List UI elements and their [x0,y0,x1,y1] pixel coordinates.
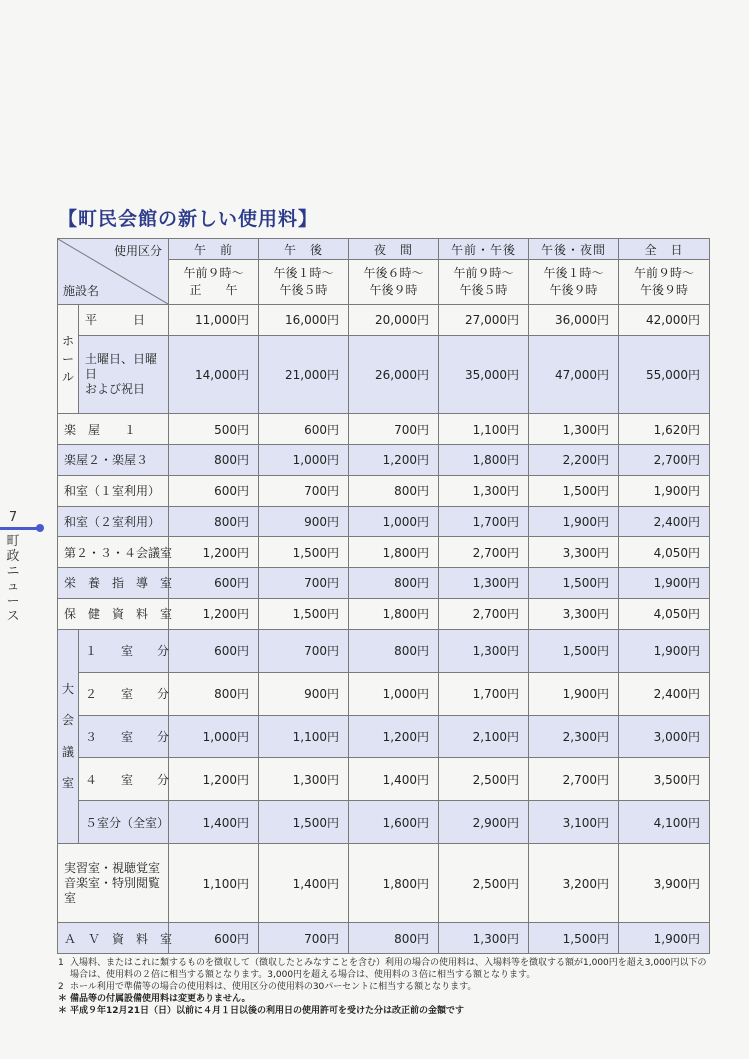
time-end: 午後９時 [639,283,688,297]
fee-cell: 16,000円 [259,305,349,336]
fee-cell: 1,900円 [619,629,710,672]
fee-cell: 2,100円 [439,715,529,758]
column-header: 夜 間 [349,239,439,260]
facility-name: １ 室 分 [79,629,169,672]
section-label: 町政ニュース [6,534,20,624]
fee-cell: 3,300円 [529,598,619,629]
time-start: 午前９時～ [183,266,244,281]
facility-name: 平 日 [79,305,169,336]
fee-cell: 1,300円 [529,414,619,445]
table-row [58,445,710,476]
fee-cell: 3,300円 [529,537,619,568]
table-row [58,475,710,506]
fee-cell: 2,500円 [439,758,529,801]
fee-cell: 600円 [259,414,349,445]
table-row [58,506,710,537]
fee-cell: 1,300円 [259,758,349,801]
fee-cell: 26,000円 [349,335,439,414]
fee-cell: 800円 [349,568,439,599]
column-header: 全 日 [619,239,710,260]
fee-cell: 3,000円 [619,715,710,758]
fee-cell: 1,300円 [439,568,529,599]
fee-cell: 1,700円 [439,672,529,715]
fee-cell: 3,100円 [529,801,619,844]
column-header: 午 前 [169,239,259,260]
group-conference: 大会議室 [58,629,79,844]
fee-cell: 2,700円 [439,598,529,629]
facility-name: 楽屋２・楽屋３ [58,445,169,476]
fee-cell: 1,900円 [529,506,619,537]
side-tab [0,510,26,624]
fee-cell: 700円 [259,568,349,599]
table-row [58,758,710,801]
facility-name: ５室分（全室） [79,801,169,844]
time-range [349,260,439,305]
footnote [58,993,714,1005]
fee-cell: 1,900円 [529,672,619,715]
footnote [58,1005,714,1017]
facility-name: 和室（１室利用） [58,475,169,506]
column-header: 午後・夜間 [529,239,619,260]
fee-cell: 47,000円 [529,335,619,414]
fee-cell: 1,500円 [259,598,349,629]
fee-cell: 800円 [169,672,259,715]
column-header: 午前・午後 [439,239,529,260]
fee-cell: 11,000円 [169,305,259,336]
facility-name: 実習室・視聴覚室 音楽室・特別閲覧室 [58,844,169,923]
time-end: 午後５時 [459,283,508,297]
fee-cell: 1,800円 [439,445,529,476]
table-row [58,672,710,715]
header-corner [58,239,169,305]
footnotes [58,957,714,1017]
fee-cell: 1,300円 [439,475,529,506]
fee-cell: 700円 [259,475,349,506]
time-range [169,260,259,305]
page-title: 【町民会館の新しい使用料】 [58,208,319,230]
table-row [58,537,710,568]
fee-cell: 800円 [169,445,259,476]
fee-cell: 3,200円 [529,844,619,923]
fee-cell: 600円 [169,629,259,672]
time-start: 午前９時～ [453,266,514,281]
table-row [58,844,710,923]
fee-cell: 700円 [349,414,439,445]
fee-cell: 1,200円 [349,445,439,476]
footnote [58,981,714,993]
time-start: 午前９時～ [633,266,694,281]
time-end: 午後５時 [279,283,328,297]
fee-cell: 1,200円 [349,715,439,758]
fee-cell: 1,100円 [439,414,529,445]
fee-cell: 1,800円 [349,598,439,629]
facility-name: 和室（２室利用） [58,506,169,537]
facility-name: 保 健 資 料 室 [58,598,169,629]
fee-cell: 1,000円 [349,506,439,537]
facility-name: 土曜日、日曜日 および祝日 [79,335,169,414]
fee-cell: 1,800円 [349,844,439,923]
table-row [58,801,710,844]
fee-cell: 1,000円 [169,715,259,758]
time-range [529,260,619,305]
time-range [439,260,529,305]
footnote-text: 備品等の付属設備使用料は変更ありません。 [70,994,251,1004]
fee-cell: 1,900円 [619,568,710,599]
fee-cell: 1,200円 [169,758,259,801]
fee-cell: 800円 [349,629,439,672]
fee-table [57,238,710,954]
fee-cell: 4,050円 [619,537,710,568]
footnote-mark: 2 [58,982,64,992]
category-label: 使用区分 [113,244,162,258]
facility-name: ２ 室 分 [79,672,169,715]
table-row [58,414,710,445]
footnote [58,957,714,981]
fee-cell: 55,000円 [619,335,710,414]
fee-cell: 1,900円 [619,475,710,506]
fee-cell: 600円 [169,568,259,599]
fee-cell: 1,500円 [259,537,349,568]
fee-cell: 1,600円 [349,801,439,844]
fee-cell: 900円 [259,672,349,715]
fee-cell: 2,700円 [529,758,619,801]
fee-cell: 1,900円 [619,923,710,954]
fee-cell: 700円 [259,923,349,954]
fee-cell: 36,000円 [529,305,619,336]
fee-cell: 800円 [169,506,259,537]
fee-cell: 1,200円 [169,537,259,568]
footnote-mark: 1 [58,958,64,968]
fee-cell: 1,500円 [529,568,619,599]
fee-cell: 1,500円 [259,801,349,844]
fee-cell: 1,700円 [439,506,529,537]
header-row-categories [58,239,710,260]
footnote-text: 平成９年12月21日（日）以前に４月１日以後の利用日の使用許可を受けた分は改正前の金額です [70,1006,465,1016]
fee-cell: 1,200円 [169,598,259,629]
fee-cell: 2,200円 [529,445,619,476]
time-range [619,260,710,305]
fee-cell: 800円 [349,475,439,506]
fee-cell: 1,000円 [349,672,439,715]
facility-label: 施設名 [63,284,100,298]
fee-cell: 4,050円 [619,598,710,629]
time-start: 午後１時～ [273,266,334,281]
fee-cell: 1,620円 [619,414,710,445]
fee-cell: 1,500円 [529,629,619,672]
fee-cell: 2,400円 [619,506,710,537]
time-start: 午後１時～ [543,266,604,281]
fee-cell: 14,000円 [169,335,259,414]
table-row [58,335,710,414]
facility-name: ３ 室 分 [79,715,169,758]
table-row [58,598,710,629]
table-row [58,568,710,599]
footnote-mark: ＊ [58,994,68,1004]
fee-cell: 600円 [169,475,259,506]
table-row [58,923,710,954]
group-hall: ホール [58,305,79,414]
fee-cell: 1,100円 [169,844,259,923]
facility-name: Ａ Ｖ 資 料 室 [58,923,169,954]
fee-cell: 800円 [349,923,439,954]
fee-cell: 1,000円 [259,445,349,476]
page-number: 7 [8,510,18,525]
fee-cell: 1,500円 [529,923,619,954]
fee-cell: 3,900円 [619,844,710,923]
time-end: 午後９時 [369,283,418,297]
time-range [259,260,349,305]
facility-name: 楽 屋 １ [58,414,169,445]
time-end: 正 午 [189,283,238,297]
fee-cell: 900円 [259,506,349,537]
fee-cell: 4,100円 [619,801,710,844]
footnote-text: 入場料、またはこれに類するものを徴収して（徴収したとみなすことを含む）利用の場合の使用料は、入場料等を徴収する額が1,000円を超え3,000円以下の場合は、使用料の２倍に相当する額となります。3,000円を超える場合は、使用料の３倍に相当する額となります。 [70,958,707,980]
fee-cell: 700円 [259,629,349,672]
fee-cell: 2,900円 [439,801,529,844]
fee-cell: 2,300円 [529,715,619,758]
fee-cell: 21,000円 [259,335,349,414]
fee-cell: 1,100円 [259,715,349,758]
facility-name: ４ 室 分 [79,758,169,801]
fee-cell: 1,500円 [529,475,619,506]
side-marker [0,527,40,530]
fee-cell: 20,000円 [349,305,439,336]
fee-cell: 1,400円 [169,801,259,844]
time-start: 午後６時～ [363,266,424,281]
facility-name: 第２・３・４会議室 [58,537,169,568]
fee-cell: 2,700円 [439,537,529,568]
table-row [58,715,710,758]
fee-cell: 500円 [169,414,259,445]
fee-cell: 1,400円 [259,844,349,923]
table-row [58,629,710,672]
fee-cell: 35,000円 [439,335,529,414]
fee-cell: 1,300円 [439,923,529,954]
footnote-text: ホール利用で準備等の場合の使用料は、使用区分の使用料の30パーセントに相当する額となります。 [70,982,477,992]
fee-cell: 1,400円 [349,758,439,801]
footnote-mark: ＊ [58,1006,68,1016]
fee-cell: 1,800円 [349,537,439,568]
fee-cell: 2,500円 [439,844,529,923]
table-row [58,305,710,336]
fee-cell: 2,700円 [619,445,710,476]
column-header: 午 後 [259,239,349,260]
fee-cell: 600円 [169,923,259,954]
fee-cell: 1,300円 [439,629,529,672]
fee-cell: 42,000円 [619,305,710,336]
fee-cell: 3,500円 [619,758,710,801]
fee-cell: 2,400円 [619,672,710,715]
fee-cell: 27,000円 [439,305,529,336]
facility-name: 栄 養 指 導 室 [58,568,169,599]
time-end: 午後９時 [549,283,598,297]
